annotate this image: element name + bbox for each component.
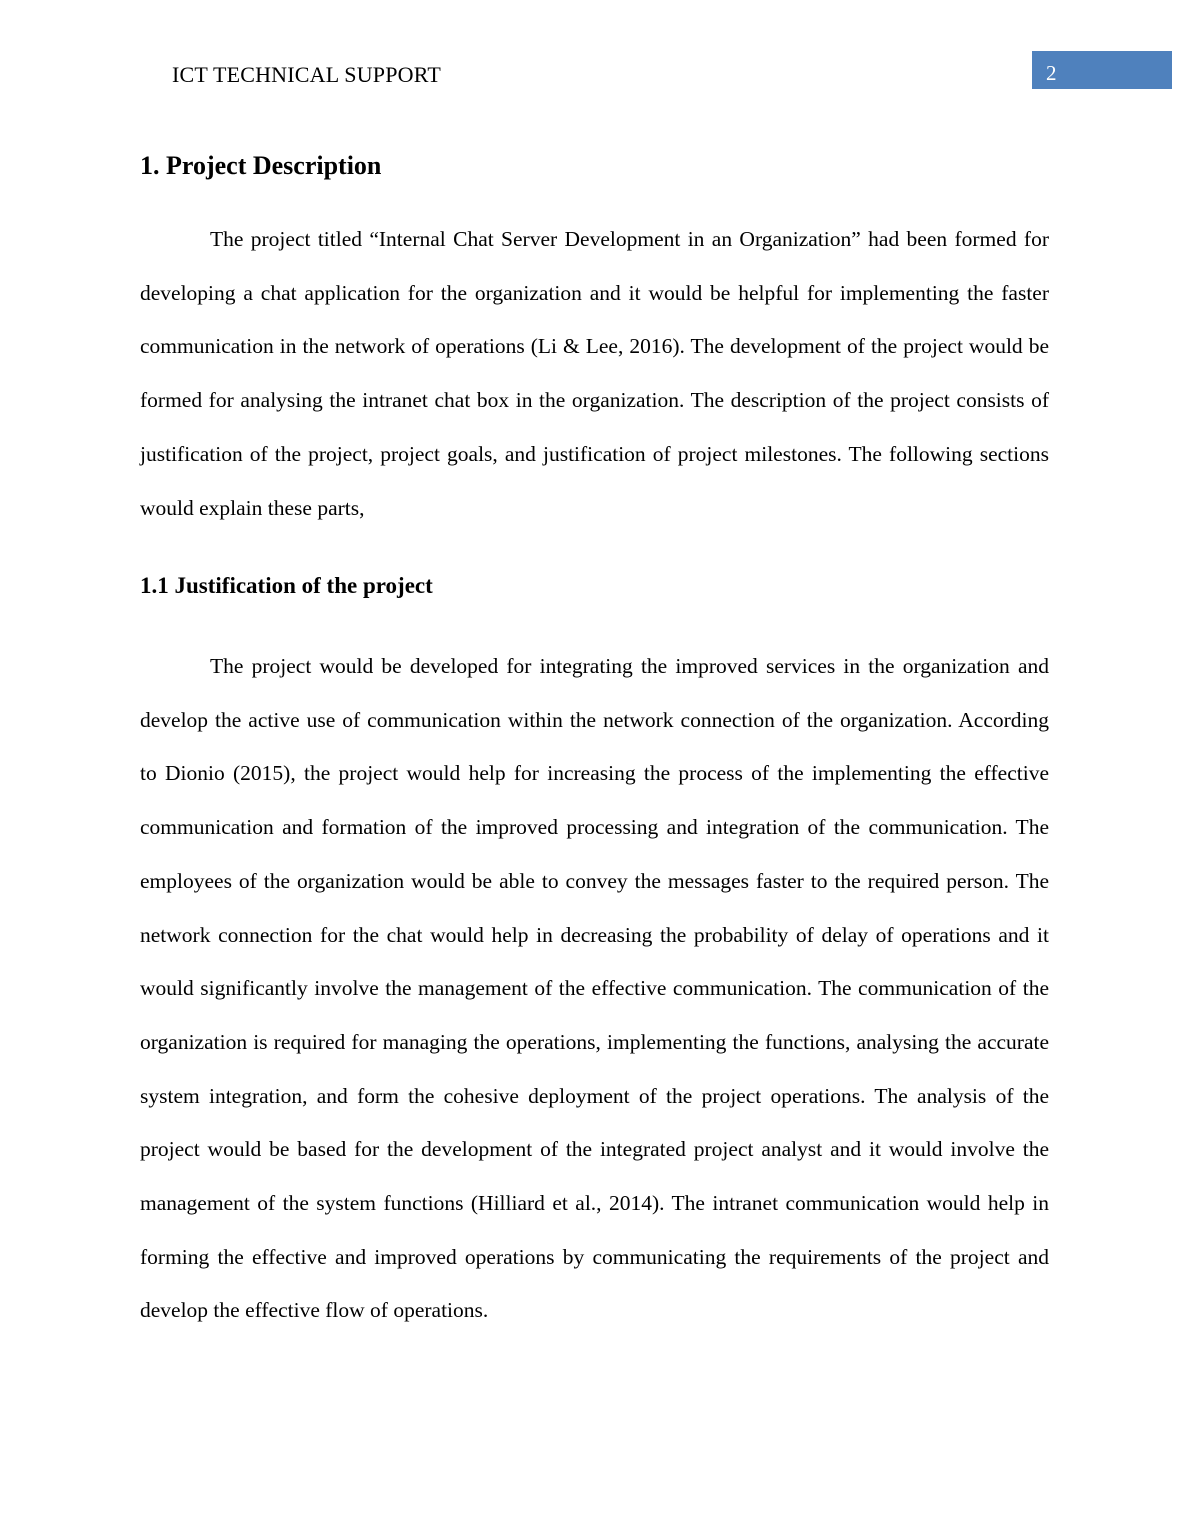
section-heading-justification: 1.1 Justification of the project [140,573,433,598]
justification-paragraph: The project would be developed for integrating the improved services in the organization and develop the active use of communication within the network connection of the organization. According to Dionio (2015), the project would help for increasing the process of the implementing the effective communication and formation of the improved processing and integration of the communication. The employees of the organization would be able to convey the messages faster to the required person. The network connection for the chat would help in decreasing the probability of delay of operations and it would significantly involve the management of the effective communication. The communication of the organization is required for managing the operations, implementing the functions, analysing the accurate system integration, and form the cohesive deployment of the project operations. The analysis of the project would be based for the development of the integrated project analyst and it would involve the management of the system functions (Hilliard et al., 2014). The intranet communication would help in forming the effective and improved operations by communicating the requirements of the project and develop the effective flow of operations. [140,654,1049,1323]
running-header-title: ICT TECHNICAL SUPPORT [172,62,441,87]
section-heading-project-description: 1. Project Description [140,151,382,180]
page-number: 2 [1046,61,1057,85]
project-description-paragraph: The project titled “Internal Chat Server Development in an Organization” had been formed for developing a chat application for the organization and it would be helpful for implementing the faster communication in the network of operations (Li & Lee, 2016). The development of the project would be formed for analysing the intranet chat box in the organization. The description of the project consists of justification of the project, project goals, and justification of project milestones. The following sections would explain these parts, [140,227,1049,520]
page-number-badge [1032,51,1172,89]
